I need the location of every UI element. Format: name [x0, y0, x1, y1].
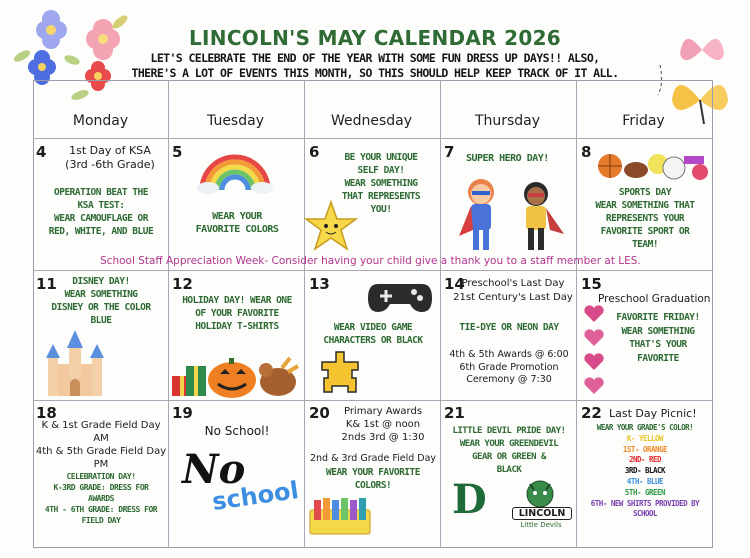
- day-12-theme: [170, 294, 304, 333]
- event-text: Primary Awards: [343, 406, 423, 417]
- event-text: PM: [93, 459, 109, 470]
- day-22-theme: [578, 423, 712, 520]
- theme-text: 4TH - 6TH GRADE: DRESS FOR: [44, 505, 158, 514]
- theme-text: COLORS!: [354, 479, 392, 491]
- subtitle-line-1: LET'S CELEBRATE THE END OF THE YEAR WITH SOME FUN DRESS UP DAYS!! ALSO,: [150, 51, 600, 65]
- theme-text: FAVORITE SPORT OR: [600, 226, 690, 237]
- theme-text: THAT REPRESENTS: [341, 191, 421, 202]
- theme-text: GEAR OR GREEN &: [472, 452, 546, 462]
- date-number: 14: [444, 275, 465, 293]
- date-number: 18: [36, 404, 57, 422]
- date-number: 22: [581, 404, 602, 422]
- event-text: Ceremony @ 7:30: [466, 374, 552, 385]
- date-number: 8: [581, 143, 592, 161]
- grid-divider: [576, 80, 577, 548]
- theme-text: FIELD DAY: [81, 516, 121, 525]
- date-number: 6: [309, 143, 320, 161]
- theme-text: WEAR YOUR FAVORITE: [326, 467, 420, 478]
- castle-icon: [42, 328, 108, 398]
- theme-text: CELEBRATION DAY!: [66, 472, 136, 481]
- theme-text: RED, WHITE, AND BLUE: [48, 226, 154, 237]
- theme-text: HOLIDAY T-SHIRTS: [195, 321, 279, 332]
- day-13-theme: [306, 321, 440, 347]
- grade-color-1st: 1ST- ORANGE: [622, 444, 668, 454]
- day-19-event: No School!: [204, 424, 270, 438]
- theme-text: KSA TEST:: [77, 200, 125, 211]
- date-number: 20: [309, 404, 330, 422]
- theme-text: AWARDS: [88, 494, 114, 503]
- date-number: 7: [444, 143, 455, 161]
- theme-text: THAT'S YOUR: [629, 339, 687, 350]
- event-text: 6th Grade Promotion: [459, 361, 559, 373]
- day-5-theme: [170, 210, 304, 236]
- weekday-wednesday: Wednesday: [330, 113, 413, 129]
- theme-text: FAVORITE COLORS: [195, 224, 279, 235]
- subtitle-line-2: THERE'S A LOT OF EVENTS THIS MONTH, SO THIS SHOULD HELP KEEP TRACK OF IT ALL.: [131, 66, 619, 80]
- grade-color-4th: 4TH- BLUE: [626, 476, 664, 486]
- theme-text: LITTLE DEVIL PRIDE DAY!: [452, 426, 566, 436]
- staff-appreciation-banner: School Staff Appreciation Week- Consider having your child give a thank you to a staff member at LES.: [100, 255, 641, 267]
- grade-color-6th: 6TH- NEW SHIRTS PROVIDED BY: [590, 498, 700, 508]
- day-18-events: [34, 419, 168, 471]
- grade-color-5th: 5TH- GREEN: [624, 487, 666, 497]
- weekday-thursday: Thursday: [474, 113, 541, 129]
- day-20-events: [326, 405, 440, 444]
- day-8-theme: [580, 186, 710, 251]
- theme-text: REPRESENTS YOUR: [605, 213, 685, 224]
- day-7-theme: SUPER HERO DAY!: [466, 153, 549, 164]
- event-text: K& 1st @ noon: [345, 419, 421, 430]
- theme-text: YOU!: [370, 204, 392, 215]
- theme-text: WEAR YOUR: [212, 211, 262, 222]
- calendar-title: LINCOLN'S MAY CALENDAR 2026: [189, 26, 561, 50]
- theme-text: WEAR SOMETHING: [64, 289, 138, 300]
- theme-text: BE YOUR UNIQUE: [344, 152, 418, 163]
- theme-text: WEAR VIDEO GAME: [333, 322, 413, 333]
- no-school-art-school: school: [210, 476, 301, 516]
- day-21-theme: [442, 425, 576, 477]
- theme-text: HOLIDAY DAY! WEAR ONE: [182, 295, 292, 306]
- sports-balls-icon: [596, 146, 710, 184]
- devils-d-logo: D: [452, 476, 487, 523]
- event-text: K & 1st Grade Field Day: [41, 420, 161, 431]
- grid-divider: [33, 270, 713, 271]
- theme-text: DISNEY DAY!: [72, 276, 130, 287]
- date-number: 19: [172, 404, 193, 422]
- event-text: 2nds 3rd @ 1:30: [341, 432, 425, 443]
- weekday-monday: Monday: [72, 113, 129, 129]
- event-text: (3rd -6th Grade): [65, 158, 155, 171]
- day-15-theme: [604, 311, 712, 365]
- theme-text: BLUE: [90, 315, 112, 326]
- day-11-theme: [36, 275, 166, 327]
- rainbow-icon: [196, 146, 274, 194]
- grade-color-6th-cont: SCHOOL: [632, 509, 658, 519]
- date-number: 12: [172, 275, 193, 293]
- event-text: Preschool's Last Day: [461, 278, 565, 289]
- theme-text: WEAR YOUR GREENDEVIL: [459, 439, 559, 449]
- theme-text: TEAM!: [631, 239, 659, 250]
- game-controller-icon: [368, 278, 432, 314]
- holiday-items-icon: [170, 348, 302, 400]
- calendar-subtitle: [110, 51, 640, 81]
- grid-divider: [168, 80, 169, 548]
- theme-text: K-3RD GRADE: DRESS FOR: [53, 483, 149, 492]
- day-20-field-day: 2nd & 3rd Grade Field Day: [309, 453, 437, 464]
- event-text: 1st Day of KSA: [69, 144, 151, 157]
- theme-text: BLACK: [496, 465, 522, 475]
- theme-text: OF YOUR FAVORITE: [195, 308, 279, 319]
- grid-divider: [440, 80, 441, 548]
- theme-text: SPORTS DAY: [618, 187, 672, 198]
- theme-text: WEAR SOMETHING THAT: [595, 200, 695, 211]
- theme-text: WEAR SOMETHING: [621, 325, 695, 337]
- event-text: 21st Century's Last Day: [453, 292, 573, 303]
- event-text: 4th & 5th Awards @ 6:00: [449, 349, 569, 360]
- grade-color-k: K- YELLOW: [626, 433, 664, 443]
- day-14-events-evening: [442, 349, 576, 387]
- theme-text: WEAR YOUR GRADE'S COLOR!: [596, 423, 694, 432]
- grid-divider: [33, 400, 713, 401]
- weekday-tuesday: Tuesday: [207, 113, 264, 129]
- event-text: AM: [93, 433, 109, 444]
- grid-divider: [33, 138, 713, 139]
- date-number: 15: [581, 275, 602, 293]
- pixel-star-icon: [320, 350, 360, 394]
- day-4-theme: [36, 186, 166, 238]
- day-22-event: Last Day Picnic!: [609, 407, 697, 420]
- event-text: 4th & 5th Grade Field Day: [35, 446, 167, 457]
- theme-text: WEAR SOMETHING: [344, 178, 418, 189]
- date-number: 11: [36, 275, 57, 293]
- day-4-events: [52, 144, 168, 172]
- date-number: 13: [309, 275, 330, 293]
- lincoln-logo-text: LINCOLN: [512, 507, 572, 520]
- theme-text: SELF DAY!: [357, 165, 405, 176]
- day-18-theme: [34, 471, 168, 526]
- theme-text: WEAR CAMOUFLAGE OR: [54, 213, 148, 224]
- grid-divider: [304, 80, 305, 548]
- hearts-icon: [582, 304, 606, 398]
- devil-mascot-icon: [520, 478, 560, 508]
- superhero-kids-icon: [448, 172, 573, 256]
- theme-text: OPERATION BEAT THE: [54, 187, 148, 198]
- day-14-events: [450, 277, 576, 305]
- day-20-theme: [306, 467, 440, 492]
- date-number: 21: [444, 404, 465, 422]
- theme-text: FAVORITE: [637, 352, 679, 364]
- grade-color-3rd: 3RD- BLACK: [624, 466, 666, 476]
- date-number: 5: [172, 143, 183, 161]
- star-icon: [304, 200, 358, 252]
- lincoln-logo-subtext: Little Devils: [520, 521, 562, 529]
- theme-text: DISNEY OR THE COLOR: [51, 302, 151, 313]
- weekday-friday: Friday: [622, 113, 665, 129]
- no-school-art-no: No: [182, 446, 246, 493]
- grade-color-2nd: 2ND- RED: [628, 455, 662, 465]
- date-number: 4: [36, 143, 47, 161]
- theme-text: FAVORITE FRIDAY!: [616, 312, 700, 323]
- day-14-theme: TIE-DYE OR NEON DAY: [459, 322, 559, 333]
- theme-text: CHARACTERS OR BLACK: [323, 335, 423, 346]
- day-15-event: Preschool Graduation: [598, 293, 711, 305]
- crayons-icon: [308, 494, 372, 536]
